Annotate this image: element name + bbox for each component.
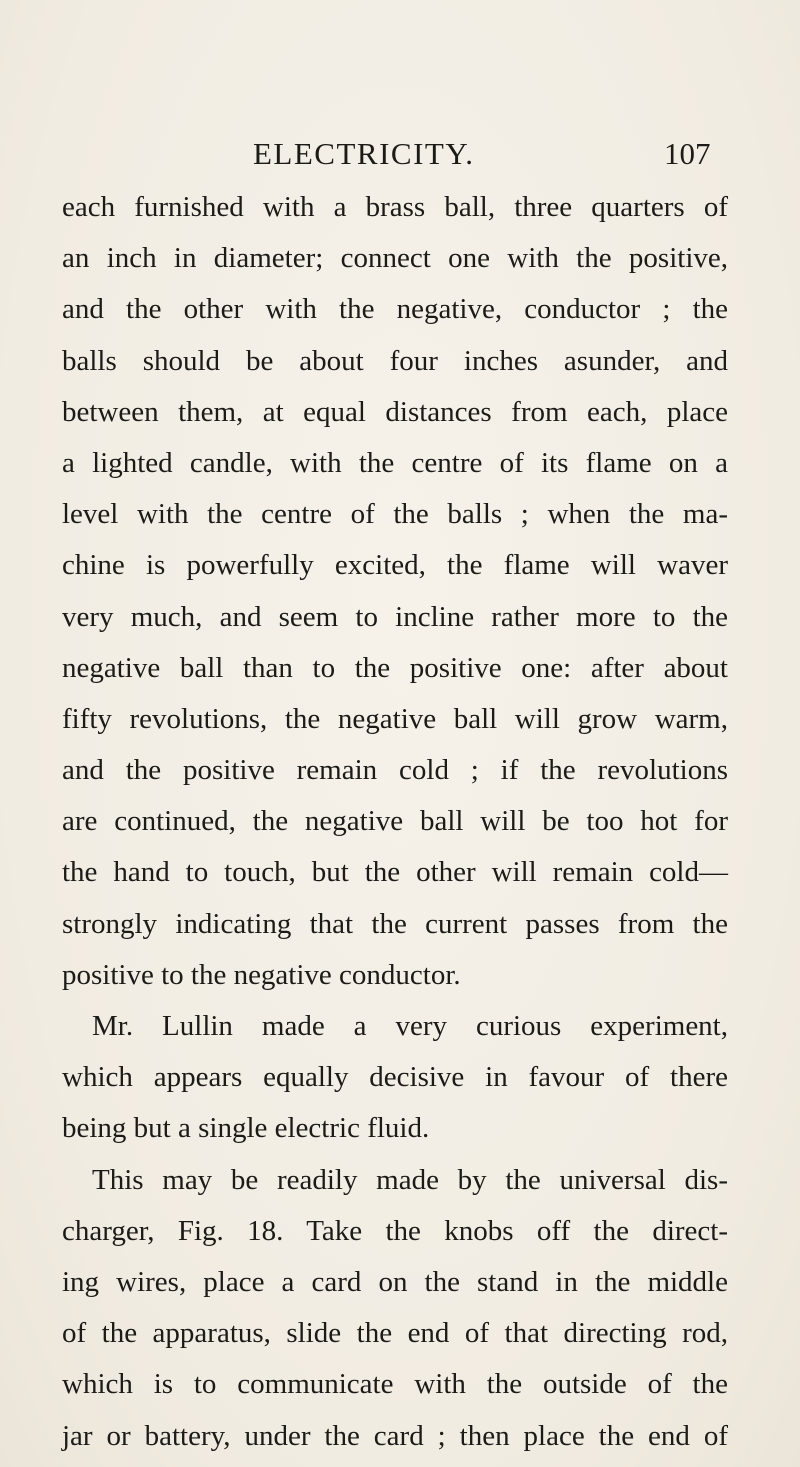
text-line: level with the centre of the balls ; when the ma- xyxy=(62,498,728,531)
text-line: chine is powerfully excited, the flame will waver xyxy=(62,549,728,582)
text-line: between them, at equal distances from each, place xyxy=(62,395,728,428)
text-line: which is to communicate with the outside of the xyxy=(62,1368,728,1401)
text-line: This may be readily made by the universal dis- xyxy=(92,1163,728,1196)
text-line: charger, Fig. 18. Take the knobs off the direct- xyxy=(62,1214,728,1247)
text-line: which appears equally decisive in favour of there xyxy=(62,1061,728,1094)
text-line: very much, and seem to incline rather more to the xyxy=(62,600,728,633)
text-line: negative ball than to the positive one: after about xyxy=(62,651,728,684)
body-text xyxy=(62,182,728,1462)
text-line: strongly indicating that the current passes from the xyxy=(62,907,728,940)
text-line: an inch in diameter; connect one with the positive, xyxy=(62,242,728,275)
text-line: Mr. Lullin made a very curious experiment, xyxy=(92,1010,728,1042)
text-line: being but a single electric fluid. xyxy=(62,1112,430,1145)
text-line: ing wires, place a card on the stand in the middle xyxy=(62,1265,728,1298)
text-line: and the other with the negative, conductor ; the xyxy=(62,293,728,326)
text-line: of the apparatus, slide the end of that directing rod, xyxy=(62,1317,728,1350)
text-line: positive to the negative conductor. xyxy=(62,958,461,991)
text-line: are continued, the negative ball will be too hot for xyxy=(62,805,728,838)
page-number: 107 xyxy=(664,136,711,171)
text-line: each furnished with a brass ball, three quarters of xyxy=(62,191,728,223)
text-line: fifty revolutions, the negative ball will grow warm, xyxy=(62,702,728,735)
text-line: balls should be about four inches asunder, and xyxy=(62,344,728,377)
running-head xyxy=(0,134,800,174)
text-line: and the positive remain cold ; if the revolutions xyxy=(62,754,728,787)
text-line: the hand to touch, but the other will remain cold— xyxy=(62,856,728,889)
text-line: a lighted candle, with the centre of its flame on a xyxy=(62,446,728,479)
text-line: jar or battery, under the card ; then place the end of xyxy=(62,1419,728,1452)
running-head-title: ELECTRICITY. xyxy=(253,136,475,171)
